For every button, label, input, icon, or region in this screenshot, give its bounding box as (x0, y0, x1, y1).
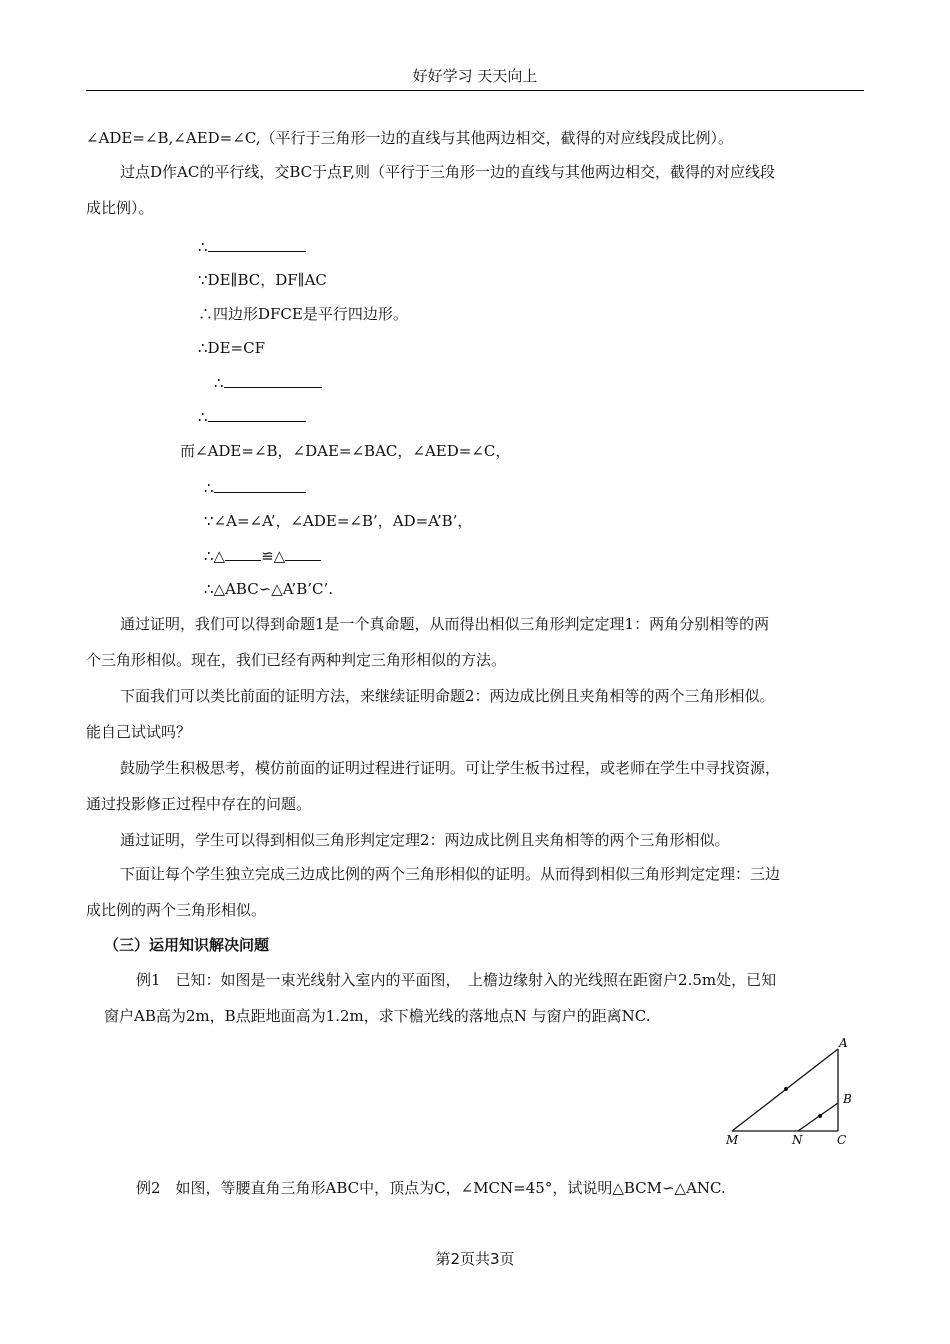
proof-step: ∴DE=CF (198, 339, 265, 357)
section-heading: （三）运用知识解决问题 (104, 936, 270, 954)
proof-step: ∴ (204, 477, 306, 498)
text-line: ∠ADE=∠B,∠AED=∠C,（平行于三角形一边的直线与其他两边相交，截得的对应线段成比例）。 (86, 129, 734, 147)
fill-blank (208, 236, 306, 252)
page-footer (0, 1248, 950, 1269)
proof-step: ∴ (198, 236, 306, 257)
header-title: 好好学习 天天向上 (412, 67, 538, 85)
text-line: 鼓励学生积极思考，模仿前面的证明过程进行证明。可让学生板书过程，或老师在学生中寻找资源， (120, 759, 781, 777)
text-line: 成比例的两个三角形相似。 (86, 901, 267, 919)
text-line: 过点D作AC的平行线，交BC于点F,则（平行于三角形一边的直线与其他两边相交，截得的对应线段 (120, 163, 775, 181)
fill-blank (208, 406, 306, 422)
example-1: 例1 已知：如图是一束光线射入室内的平面图， 上檐边缘射入的光线照在距窗户2.5m处，已知 (136, 971, 777, 989)
proof-step: ∵∠A=∠A’，∠ADE=∠B’，AD=A’B’， (204, 512, 473, 530)
label-b: B (843, 1092, 852, 1106)
proof-step: ∵DE∥BC，DF∥AC (198, 271, 327, 289)
geometry-figure (722, 1032, 866, 1150)
proof-step: ∴△ ≌△ (204, 545, 321, 566)
label-n: N (792, 1133, 803, 1147)
text-line: 通过证明，我们可以得到命题1是一个真命题，从而得出相似三角形判定定理1：两角分别相等的两 (120, 615, 770, 633)
proof-step: ∴ (198, 406, 306, 427)
page-header (86, 64, 864, 91)
ray-arrow-dot (818, 1114, 822, 1118)
example-1-cont: 窗户AB高为2m，B点距地面高为1.2m，求下檐光线的落地点N 与窗户的距离NC. (104, 1007, 651, 1025)
ray-arrow-dot (784, 1087, 788, 1091)
fill-blank (285, 545, 321, 561)
page-number: 第2页共3页 (435, 1250, 515, 1268)
text-line: 成比例）。 (86, 199, 154, 217)
text-line: 下面我们可以类比前面的证明方法，来继续证明命题2：两边成比例且夹角相等的两个三角形相似。 (120, 687, 775, 705)
fill-blank (214, 477, 306, 493)
text-line: 个三角形相似。现在，我们已经有两种判定三角形相似的方法。 (86, 651, 507, 669)
proof-step: 而∠ADE=∠B，∠DAE=∠BAC，∠AED=∠C， (180, 442, 511, 460)
example-2: 例2 如图，等腰直角三角形ABC中，顶点为C，∠MCN=45°，试说明△BCM∽△ANC. (136, 1179, 726, 1197)
fill-blank (225, 545, 261, 561)
text-line: 通过投影修正过程中存在的问题。 (86, 795, 312, 813)
proof-step: ∴ (214, 372, 322, 393)
label-a: A (839, 1036, 848, 1050)
proof-step: ∴四边形DFCE是平行四边形。 (198, 305, 408, 323)
proof-step: ∴△ABC∽△A’B’C’. (204, 580, 333, 598)
text-line: 通过证明，学生可以得到相似三角形判定定理2：两边成比例且夹角相等的两个三角形相似。 (120, 831, 730, 849)
text-line: 能自己试试吗？ (86, 723, 192, 741)
label-c: C (837, 1133, 847, 1147)
fill-blank (224, 372, 322, 388)
ray-bn (798, 1103, 838, 1131)
label-m: M (726, 1133, 739, 1147)
text-line: 下面让每个学生独立完成三边成比例的两个三角形相似的证明。从而得到相似三角形判定定理：三边 (120, 865, 781, 883)
